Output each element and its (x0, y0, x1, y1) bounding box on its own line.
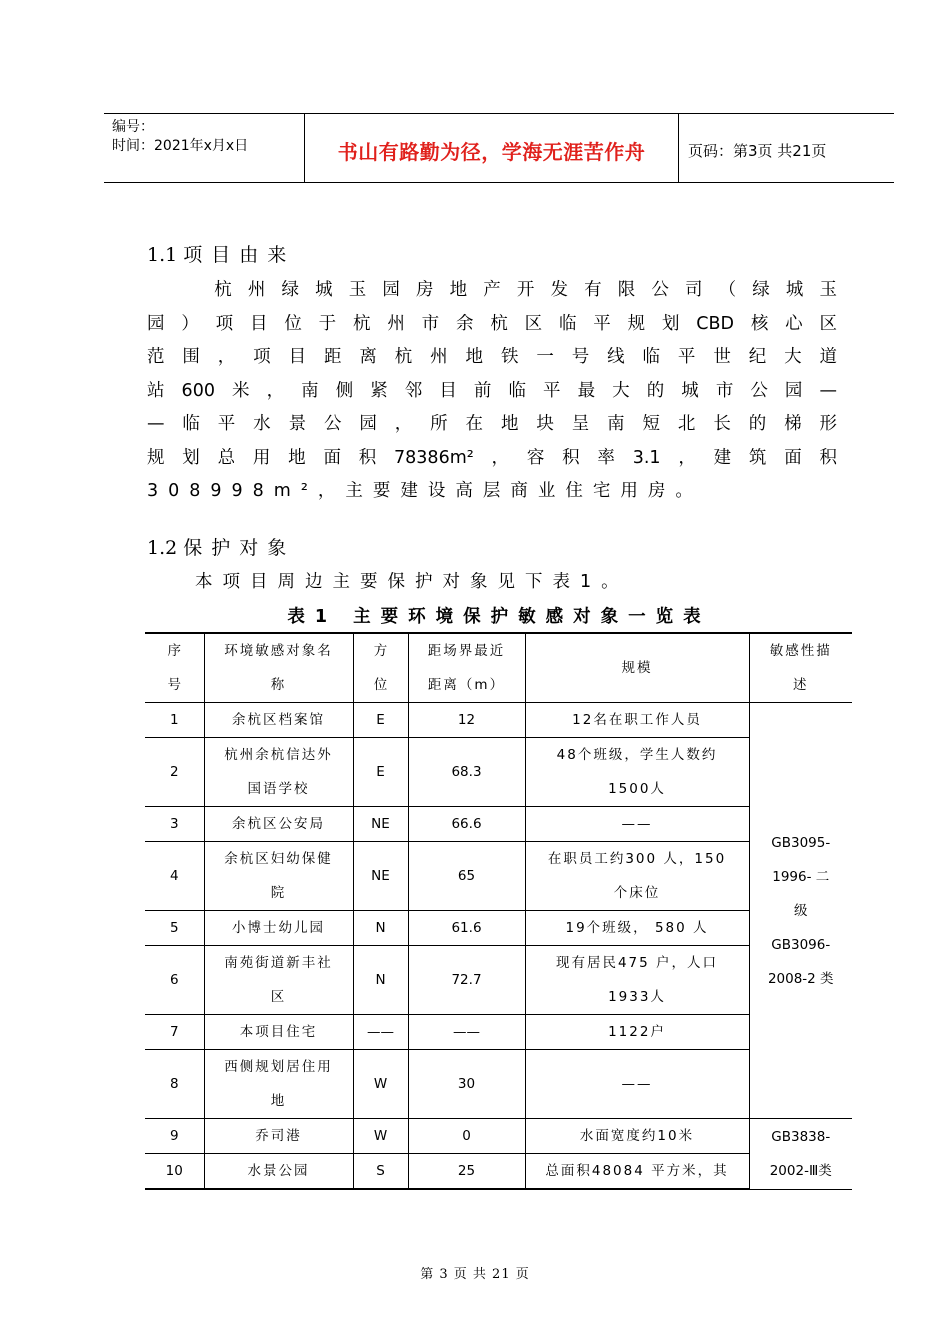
section-number: 1.1 (147, 244, 178, 266)
cell-name: 乔司港 (204, 1119, 353, 1154)
cell-distance: 61.6 (408, 911, 525, 946)
cell-no: 4 (145, 842, 204, 911)
col-header-no: 序 号 (145, 633, 204, 703)
header-divider (678, 114, 679, 182)
cell-scale: 19个班级， 580 人 (525, 911, 749, 946)
section-heading-1-2 (147, 533, 295, 560)
cell-no: 10 (145, 1154, 204, 1190)
col-header-distance: 距场界最近 距离（m） (408, 633, 525, 703)
col-header-direction: 方 位 (353, 633, 408, 703)
cell-no: 2 (145, 738, 204, 807)
cell-name: 本项目住宅 (204, 1015, 353, 1050)
table-row (145, 738, 852, 807)
cell-distance: 0 (408, 1119, 525, 1154)
cell-name: 余杭区档案馆 (204, 703, 353, 738)
header-number-label: 编号： (112, 119, 154, 135)
cell-sensitivity-group: GB3838- 2002-Ⅲ类 (749, 1119, 852, 1190)
table-row (145, 807, 852, 842)
table-row (145, 946, 852, 1015)
col-header-name: 环境敏感对象名 称 (204, 633, 353, 703)
header-time-label: 时间：2021年x月x日 (112, 138, 249, 154)
sensitive-targets-table (145, 632, 852, 1190)
page-header (104, 113, 894, 183)
cell-name: 余杭区公安局 (204, 807, 353, 842)
paragraph-line: —临平水景公园，所在地块呈南短北长的梯形 (147, 414, 837, 434)
cell-name: 水景公园 (204, 1154, 353, 1190)
cell-scale: 48个班级，学生人数约 1500人 (525, 738, 749, 807)
table-row (145, 842, 852, 911)
section-title: 项目由来 (183, 244, 296, 266)
table-row (145, 1119, 852, 1154)
cell-scale: 在职员工约300 人，150 个床位 (525, 842, 749, 911)
table-row (145, 1015, 852, 1050)
cell-direction: W (353, 1050, 408, 1119)
cell-direction: W (353, 1119, 408, 1154)
cell-no: 3 (145, 807, 204, 842)
cell-no: 9 (145, 1119, 204, 1154)
section-number: 1.2 (147, 537, 178, 559)
cell-distance: 66.6 (408, 807, 525, 842)
header-page-info: 页码：第3页 共21页 (688, 142, 827, 160)
cell-scale: 现有居民475 户，人口 1933人 (525, 946, 749, 1015)
cell-distance: 65 (408, 842, 525, 911)
cell-distance: —— (408, 1015, 525, 1050)
cell-scale: —— (525, 1050, 749, 1119)
cell-direction: —— (353, 1015, 408, 1050)
cell-no: 8 (145, 1050, 204, 1119)
table-row (145, 703, 852, 738)
page-footer: 第 3 页 共 21 页 (420, 1267, 530, 1282)
paragraph-line: 规划总用地面积78386m²，容积率3.1，建筑面积 (147, 447, 837, 468)
table-row (145, 1154, 852, 1190)
cell-scale: 水面宽度约10米 (525, 1119, 749, 1154)
section-1-1-paragraph (147, 274, 837, 509)
cell-distance: 12 (408, 703, 525, 738)
section-intro: 本项目周边主要保护对象见下表1。 (195, 572, 629, 592)
cell-direction: NE (353, 842, 408, 911)
cell-distance: 25 (408, 1154, 525, 1190)
paragraph-line: 范围，项目距离杭州地铁一号线临平世纪大道 (147, 347, 837, 367)
cell-direction: S (353, 1154, 408, 1190)
cell-distance: 30 (408, 1050, 525, 1119)
cell-direction: N (353, 946, 408, 1015)
cell-direction: NE (353, 807, 408, 842)
header-meta (112, 118, 248, 156)
paragraph-line: 站600米，南侧紧邻目前临平最大的城市公园— (147, 380, 837, 401)
header-motto: 书山有路勤为径，学海无涯苦作舟 (337, 140, 646, 164)
col-header-scale: 规模 (525, 633, 749, 703)
cell-no: 7 (145, 1015, 204, 1050)
cell-sensitivity-group: GB3095- 1996- 二 级 GB3096- 2008-2 类 (749, 703, 852, 1119)
cell-name: 杭州余杭信达外 国语学校 (204, 738, 353, 807)
table-header-row (145, 633, 852, 703)
cell-scale: 总面积48084 平方米，其 (525, 1154, 749, 1190)
cell-no: 5 (145, 911, 204, 946)
col-header-sensitivity: 敏感性描 述 (749, 633, 852, 703)
paragraph-line: 杭州绿城玉园房地产开发有限公司（绿城玉 (147, 280, 837, 300)
cell-direction: E (353, 738, 408, 807)
table-caption: 表1 主要环境保护敏感对象一览表 (287, 607, 711, 627)
cell-name: 余杭区妇幼保健 院 (204, 842, 353, 911)
table-row (145, 1050, 852, 1119)
cell-no: 1 (145, 703, 204, 738)
cell-name: 南苑街道新丰社 区 (204, 946, 353, 1015)
section-heading-1-1 (147, 240, 295, 267)
cell-direction: N (353, 911, 408, 946)
cell-distance: 68.3 (408, 738, 525, 807)
cell-no: 6 (145, 946, 204, 1015)
table-row (145, 911, 852, 946)
paragraph-line: 308998m²，主要建设高层商业住宅用房。 (147, 481, 703, 501)
section-title: 保护对象 (183, 537, 296, 559)
cell-direction: E (353, 703, 408, 738)
cell-name: 小博士幼儿园 (204, 911, 353, 946)
cell-scale: 12名在职工作人员 (525, 703, 749, 738)
cell-name: 西侧规划居住用 地 (204, 1050, 353, 1119)
cell-scale: 1122户 (525, 1015, 749, 1050)
paragraph-line: 园）项目位于杭州市余杭区临平规划CBD核心区 (147, 313, 837, 334)
cell-distance: 72.7 (408, 946, 525, 1015)
cell-scale: —— (525, 807, 749, 842)
